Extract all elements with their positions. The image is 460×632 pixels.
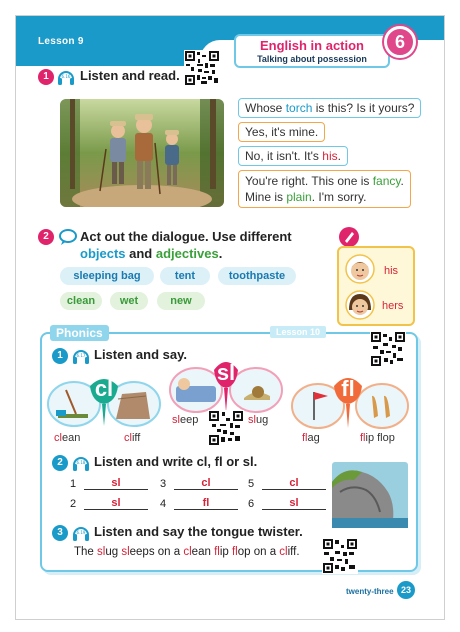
title-box xyxy=(234,34,390,68)
lesson10-tab: Lesson 10 xyxy=(270,326,326,338)
section2-heading: Act out the dialogue. Use different objects and adjectives. xyxy=(80,229,292,261)
pencil-icon xyxy=(338,226,360,248)
word-sleep: sleep xyxy=(172,414,199,426)
phonics-s1-number: 1 xyxy=(52,348,68,364)
twister-seg: op on a xyxy=(237,546,280,558)
page-number-word: twenty-three xyxy=(346,587,394,596)
tongue-twister xyxy=(74,546,300,558)
twister-seg: ip xyxy=(219,546,232,558)
section2-number: 2 xyxy=(38,229,54,245)
qr-code xyxy=(184,50,220,86)
answer-label-2: 2 xyxy=(70,498,77,510)
twister-seg: cl xyxy=(183,546,192,558)
section1-number: 1 xyxy=(38,69,54,85)
headphones-icon[interactable] xyxy=(56,67,76,87)
audio-code: 6.18 xyxy=(76,460,86,465)
answer-blank-5[interactable]: cl xyxy=(262,477,326,490)
label-his: his xyxy=(384,265,399,277)
twister-seg: fl xyxy=(214,546,220,558)
boy-avatar xyxy=(345,254,375,284)
word-cliff: cliff xyxy=(124,432,141,444)
hikers-photo xyxy=(60,99,224,207)
word-flip-flop: flip flop xyxy=(360,432,395,444)
pill-toothpaste: toothpaste xyxy=(218,267,296,285)
answer-label-3: 3 xyxy=(160,478,167,490)
headphones-icon[interactable] xyxy=(71,453,91,473)
answer-blank-2[interactable]: sl xyxy=(84,497,148,510)
headphones-icon[interactable] xyxy=(71,346,91,366)
label-hers: hers xyxy=(382,300,404,312)
dialogue-bubble-2: Yes, it's mine. xyxy=(238,122,325,142)
answer-blank-6[interactable]: sl xyxy=(262,497,326,510)
girl-avatar xyxy=(345,290,375,320)
lesson-tag: Lesson 9 xyxy=(38,36,84,47)
fl-illustration xyxy=(290,366,410,432)
qr-code xyxy=(322,538,358,574)
phonics-tab: Phonics xyxy=(50,325,109,341)
section1-heading: Listen and read. xyxy=(80,68,180,83)
blend-sl: sl xyxy=(216,360,236,385)
answer-blank-4[interactable]: fl xyxy=(174,497,238,510)
twister-seg: ean xyxy=(191,546,215,558)
word-clean: clean xyxy=(54,432,81,444)
pill-new: new xyxy=(157,292,205,310)
unit-badge: 6 xyxy=(384,26,416,58)
speech-bubble-icon xyxy=(58,227,78,247)
word-flag: flag xyxy=(302,432,320,444)
dialogue-bubble-4: You're right. This one is fancy. Mine is plain. I'm sorry. xyxy=(238,170,411,208)
twister-seg: sl xyxy=(97,546,106,558)
twister-seg: ug xyxy=(105,546,122,558)
answer-label-5: 5 xyxy=(248,478,255,490)
headphones-icon[interactable] xyxy=(71,523,91,543)
twister-seg: cl xyxy=(279,546,288,558)
answer-label-6: 6 xyxy=(248,498,255,510)
cl-illustration xyxy=(46,364,162,430)
dialogue-bubble-1: Whose torch is this? Is it yours? xyxy=(238,98,421,118)
phonics-s3-number: 3 xyxy=(52,525,68,541)
phonics-s2-heading: Listen and write cl, fl or sl. xyxy=(94,454,258,469)
audio-code: 6.17 xyxy=(76,353,86,358)
page-number: 23 xyxy=(397,581,415,599)
phonics-s1-heading: Listen and say. xyxy=(94,347,187,362)
twister-seg: iff. xyxy=(287,546,300,558)
answer-blank-3[interactable]: cl xyxy=(174,477,238,490)
cliff-image xyxy=(332,462,408,528)
sl-illustration xyxy=(166,352,286,418)
twister-seg: sl xyxy=(121,546,130,558)
answer-label-1: 1 xyxy=(70,478,77,490)
blend-fl: fl xyxy=(341,376,355,401)
pill-tent: tent xyxy=(160,267,210,285)
word-slug: slug xyxy=(248,414,269,426)
page-title: English in action xyxy=(259,38,364,53)
qr-code xyxy=(208,410,244,446)
audio-code: 6.16 xyxy=(61,74,71,79)
phonics-s2-number: 2 xyxy=(52,455,68,471)
twister-seg: eeps on a xyxy=(129,546,184,558)
pill-clean: clean xyxy=(60,292,102,310)
twister-seg: The xyxy=(74,546,98,558)
twister-seg: fl xyxy=(231,546,238,558)
qr-code xyxy=(370,331,406,367)
dialogue-bubble-3: No, it isn't. It's his. xyxy=(238,146,348,166)
pill-wet: wet xyxy=(110,292,148,310)
pill-sleeping-bag: sleeping bag xyxy=(60,267,154,285)
audio-code: 6.19 xyxy=(76,530,86,535)
blend-cl: cl xyxy=(94,376,114,401)
page-subtitle: Talking about possession xyxy=(257,54,367,64)
answer-label-4: 4 xyxy=(160,498,167,510)
answer-blank-1[interactable]: sl xyxy=(84,477,148,490)
phonics-s3-heading: Listen and say the tongue twister. xyxy=(94,524,303,539)
